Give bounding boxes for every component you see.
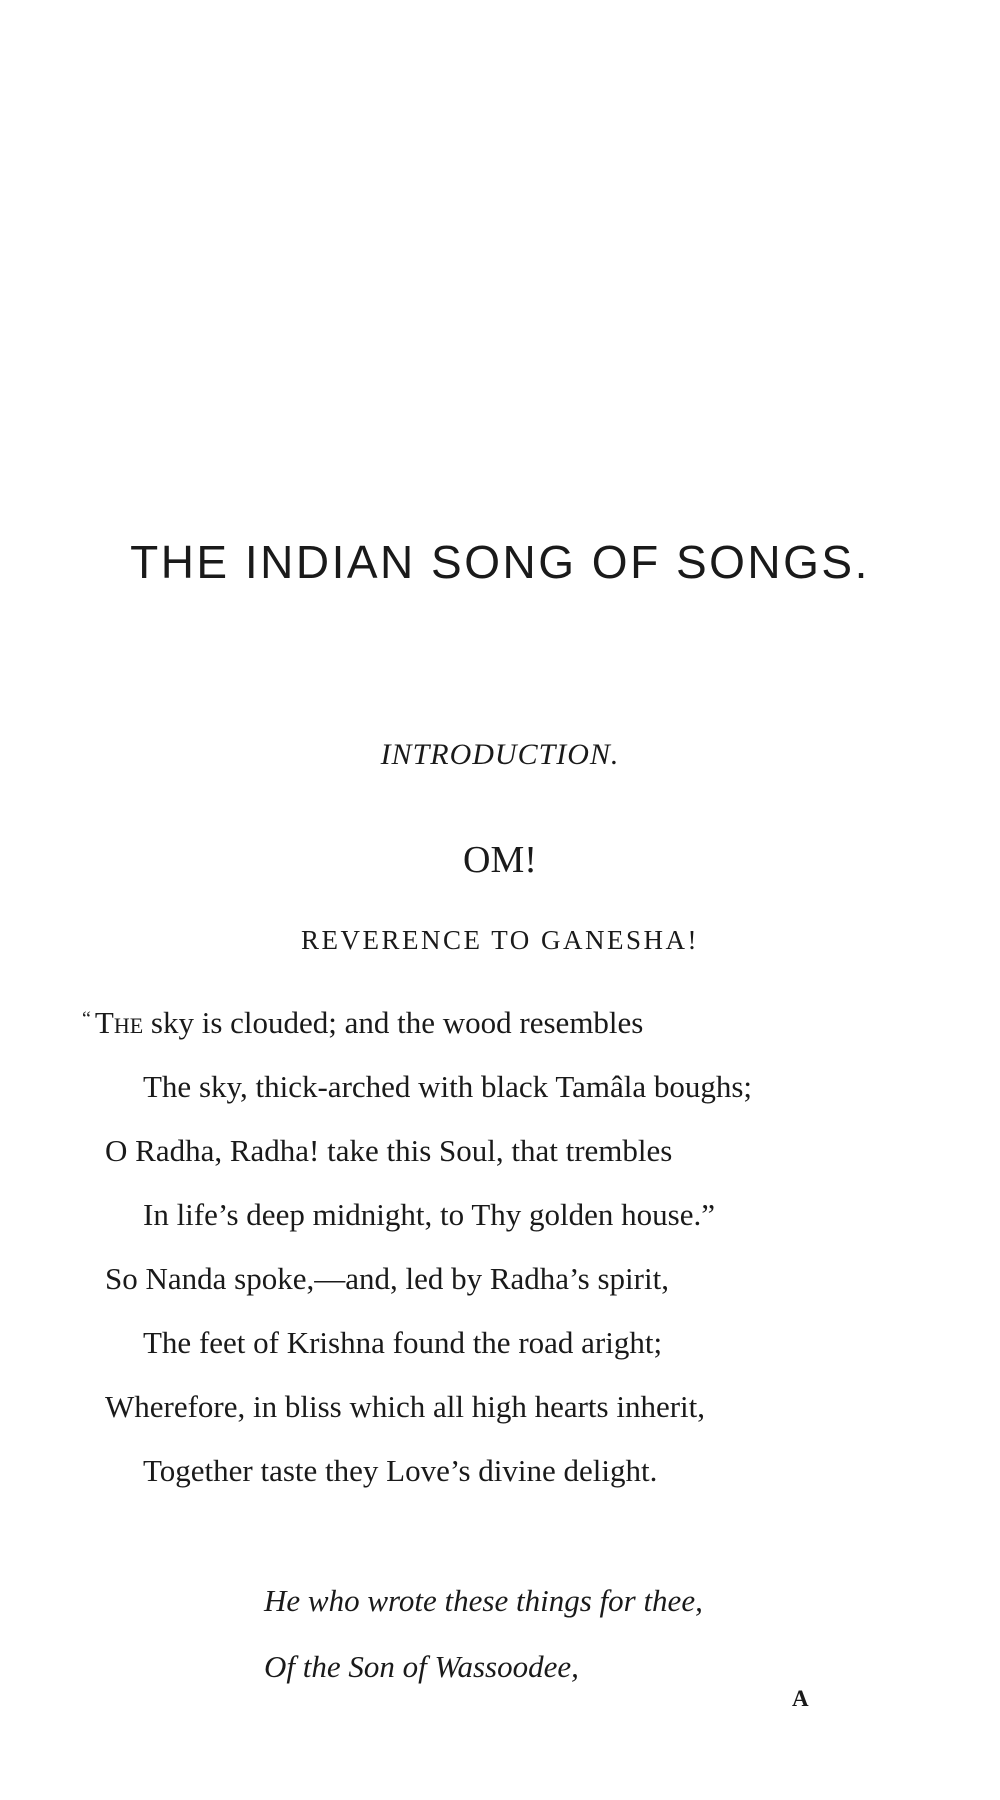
section-heading: INTRODUCTION. (380, 738, 620, 771)
signature-mark: A (792, 1686, 809, 1711)
verse-line-5: So Nanda spoke,—and, led by Radha’s spirit, (105, 1261, 669, 1296)
verse-line-6: The feet of Krishna found the road aright; (143, 1325, 663, 1360)
invocation: OM! (463, 839, 537, 881)
dedication-line-2: Of the Son of Wassoodee, (264, 1649, 579, 1684)
opening-quote: “ (82, 1008, 91, 1030)
verse-line-8: Together taste they Love’s divine delight. (143, 1453, 658, 1488)
verse-line-3: O Radha, Radha! take this Soul, that trembles (105, 1133, 673, 1168)
reverence-line: REVERENCE TO GANESHA! (300, 925, 699, 955)
page-title: THE INDIAN SONG OF SONGS. (130, 536, 870, 588)
verse-line-1-text: sky is clouded; and the wood resembles (143, 1005, 644, 1040)
verse-line-2: The sky, thick-arched with black Tamâla boughs; (143, 1069, 753, 1104)
verse-first-word: The (94, 1005, 144, 1040)
verse-line-4: In life’s deep midnight, to Thy golden house.” (143, 1197, 715, 1232)
dedication-line-1: He who wrote these things for thee, (264, 1583, 703, 1618)
verse-line-1 (82, 1005, 643, 1041)
verse-line-7: Wherefore, in bliss which all high hearts inherit, (105, 1389, 706, 1424)
